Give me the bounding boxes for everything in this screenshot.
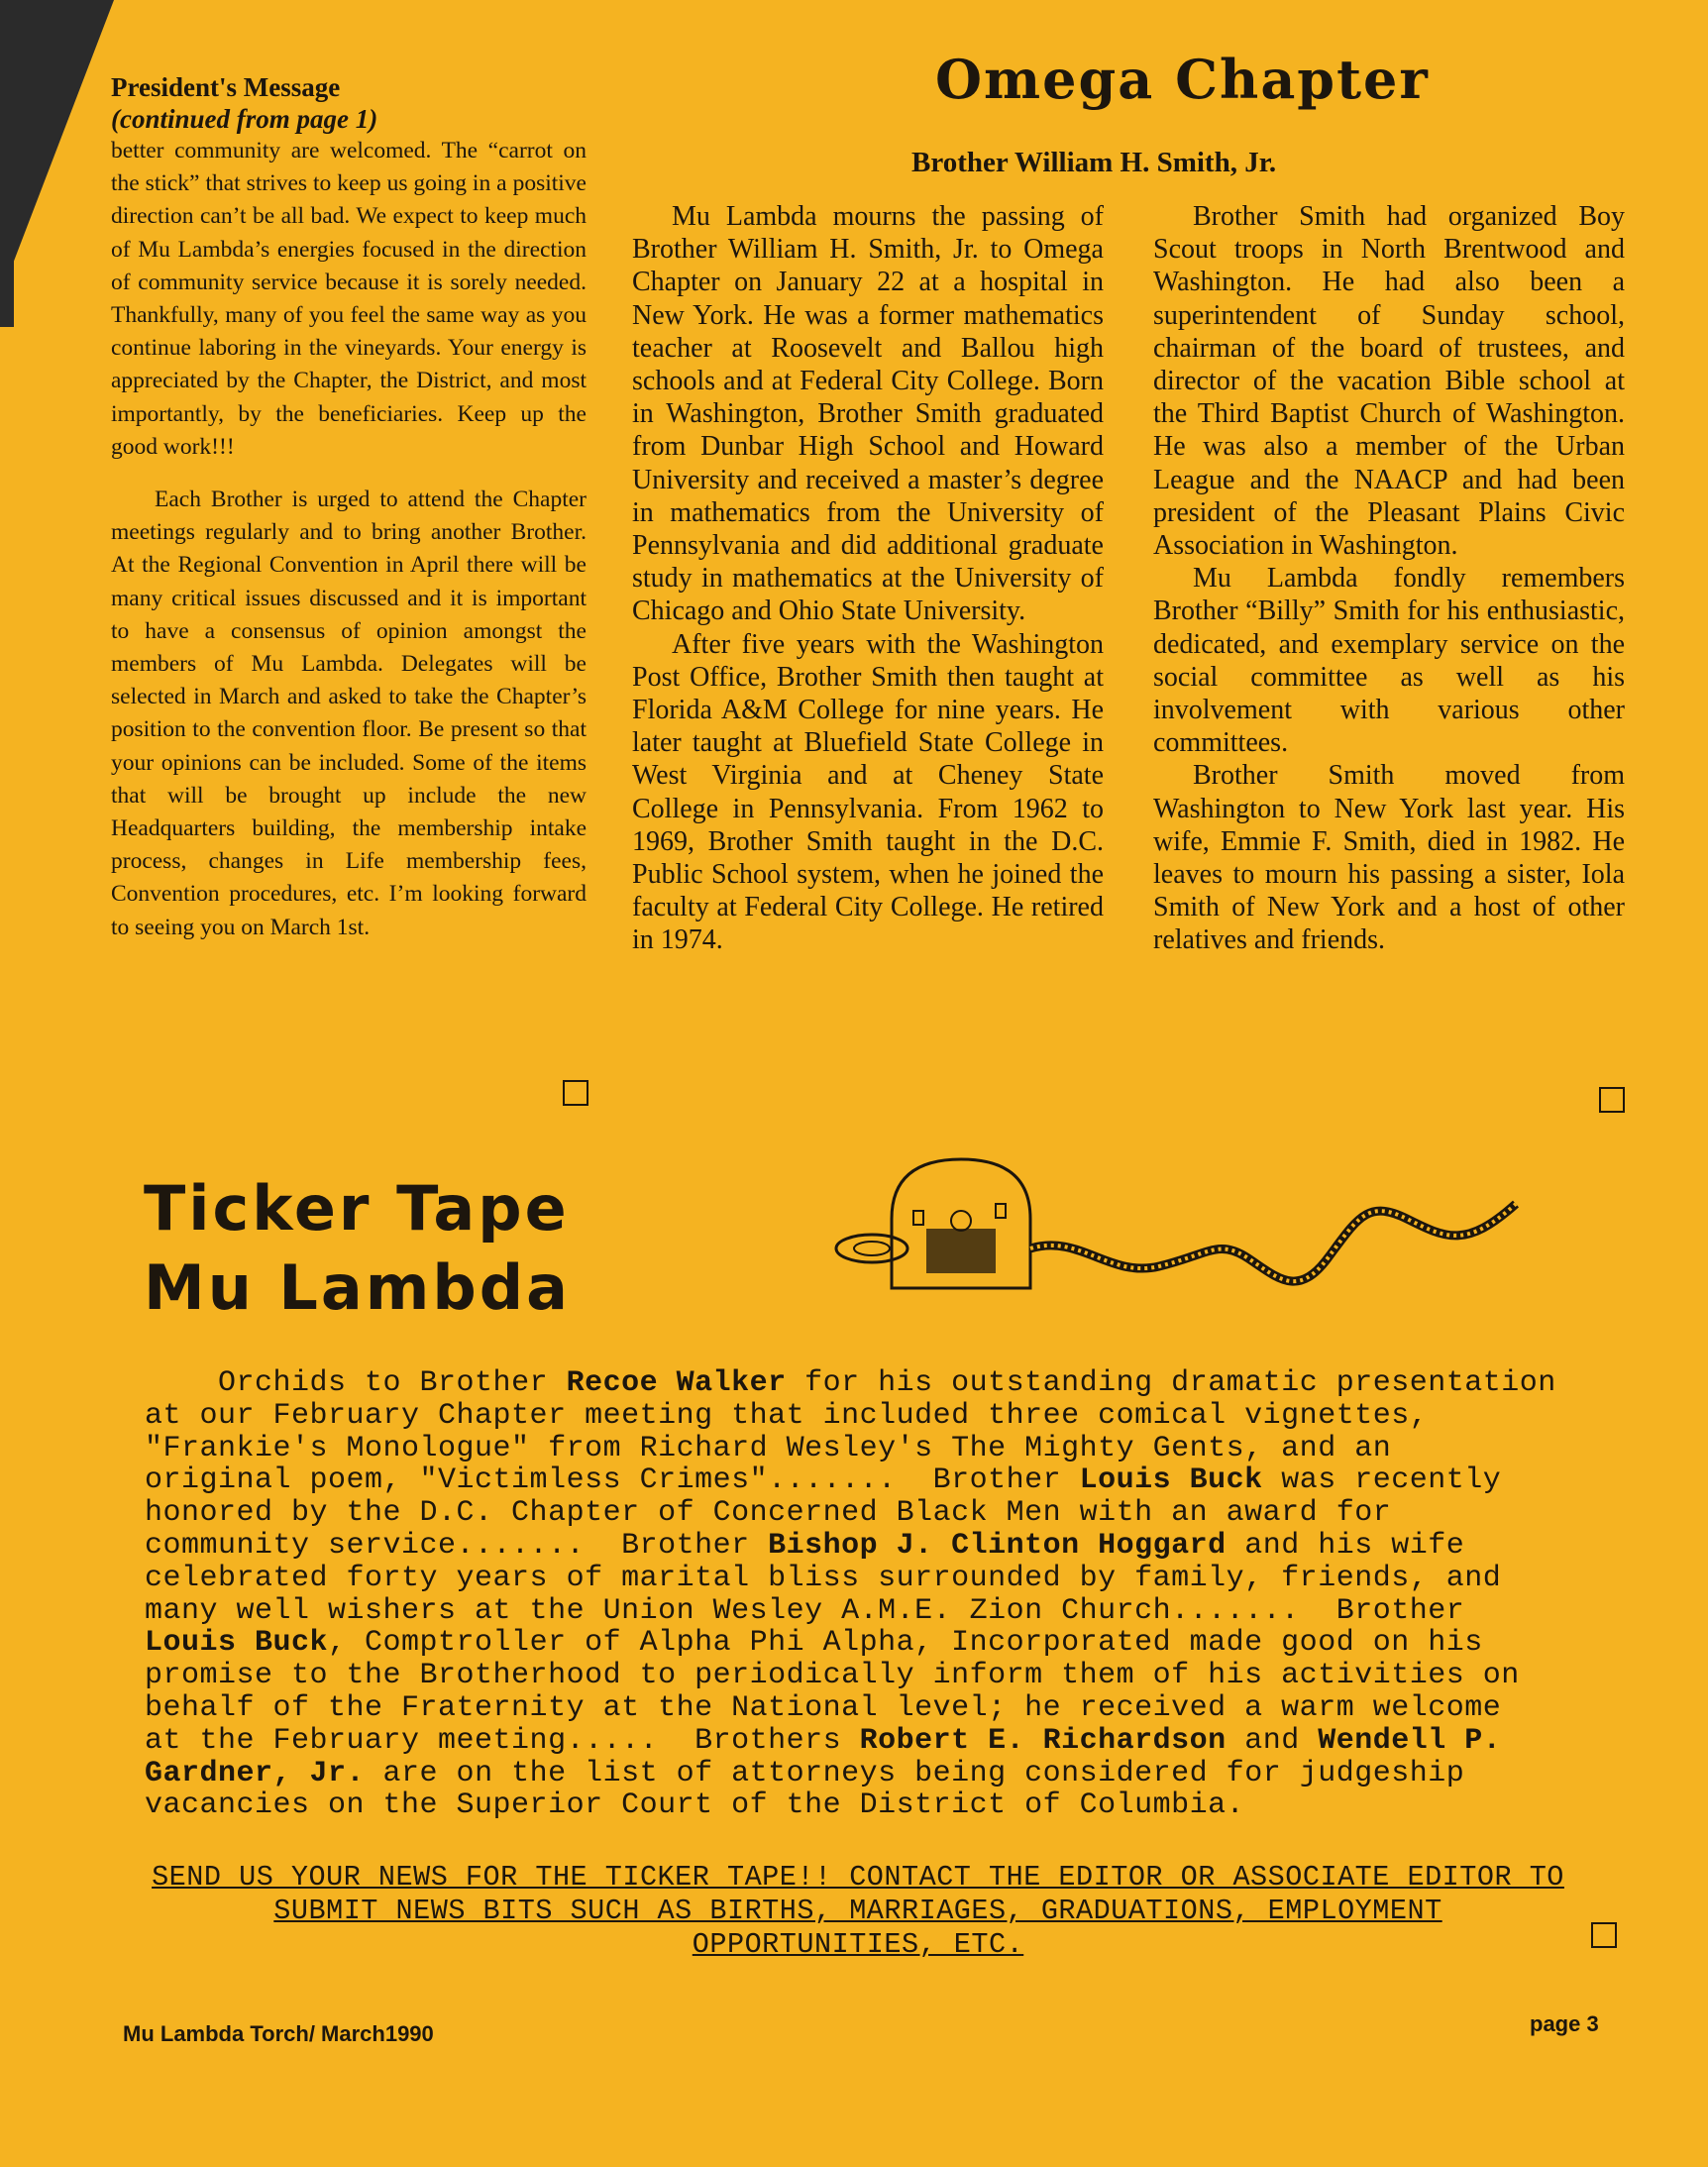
brother-name: Wendell P. Gardner, Jr. xyxy=(145,1723,1502,1790)
end-mark-icon xyxy=(1591,1922,1617,1948)
news-text: are on the list of attorneys being considered for judgeship vacancies on the Superior Court of the District of Columbia. xyxy=(145,1756,1465,1823)
presidents-message-paragraph-1: better community are welcomed. The “carrot on the stick” that strives to keep us going in a positive direction can’t be all bad. We expect to keep much of Mu Lambda’s energies focused in the direction of community service because it is sorely needed. Thankfully, many of you feel the same way as you continue laboring in the vineyards. Your energy is appreciated by the Chapter, the District, and most importantly, by the beneficiaries. Keep up the good work!!! xyxy=(111,138,587,460)
omega-column-1 xyxy=(632,200,1104,957)
end-mark-icon xyxy=(563,1080,588,1106)
ticker-title-line-1: Ticker Tape xyxy=(144,1172,570,1245)
brother-name: Louis Buck xyxy=(1079,1463,1263,1498)
news-text: was recently honored by the D.C. Chapter of Concerned Black Men with an award for community service....... Brother xyxy=(145,1463,1502,1563)
omega-paragraph: After five years with the Washington Post Office, Brother Smith then taught at Florida A&M College for nine years. He later taught at Bluefield State College in West Virginia and at Cheney State College in Pennsylvania. From 1962 to 1969, Brother Smith taught in the D.C. Public School system, when he joined the faculty at Federal City College. He retired in 1974. xyxy=(632,628,1104,956)
submit-news-notice: SEND US YOUR NEWS FOR THE TICKER TAPE!! CONTACT THE EDITOR OR ASSOCIATE EDITOR TO SUBMIT NEWS BITS SUCH AS BIRTHS, MARRIAGES, GRADUATIONS, EMPLOYMENT OPPORTUNITIES, ETC. xyxy=(152,1861,1564,1961)
news-text: and his wife celebrated forty years of marital bliss surrounded by family, friends, and many well wishers at the Union Wesley A.M.E. Zion Church....... Brother xyxy=(145,1528,1502,1628)
ticker-tape-news xyxy=(145,1367,1660,1822)
news-text: for his outstanding dramatic presentation at our February Chapter meeting that included three comical vignettes, "Frankie's Monologue" from Richard Wesley's The Mighty Gents, and an original poem, "Victimless Crimes"....... Brother xyxy=(145,1366,1556,1498)
end-mark-icon xyxy=(1599,1087,1625,1113)
omega-paragraph: Mu Lambda mourns the passing of Brother William H. Smith, Jr. to Omega Chapter on January 22 at a hospital in New York. He was a former mathematics teacher at Roosevelt and Ballou high schools and at Federal City College. Born in Washington, Brother Smith graduated from Dunbar High School and Howard University and received a master’s degree in mathematics from the University of Pennsylvania and did additional graduate study in mathematics at the University of Chicago and Ohio State University. xyxy=(632,201,1104,627)
ticker-title-line-2: Mu Lambda xyxy=(144,1251,571,1324)
news-text: Orchids to Brother xyxy=(145,1366,567,1400)
omega-chapter-subtitle: Brother William H. Smith, Jr. xyxy=(911,147,1277,178)
footer-publication: Mu Lambda Torch/ March1990 xyxy=(123,2021,434,2046)
brother-name: Bishop J. Clinton Hoggard xyxy=(768,1528,1227,1563)
omega-column-2 xyxy=(1153,200,1625,957)
omega-paragraph: Mu Lambda fondly remembers Brother “Billy” Smith for his enthusiastic, dedicated, and exemplary service on the social committee as well as his involvement with various other committees. xyxy=(1153,563,1625,759)
news-text: and xyxy=(1226,1723,1319,1758)
ticker-tape-title xyxy=(144,1169,659,1328)
brother-name: Recoe Walker xyxy=(566,1366,787,1400)
omega-paragraph: Brother Smith moved from Washington to New York last year. His wife, Emmie F. Smith, died in 1982. He leaves to mourn his passing a sister, Iola Smith of New York and a host of other relatives and friends. xyxy=(1153,760,1625,956)
brother-name: Robert E. Richardson xyxy=(859,1723,1227,1758)
presidents-message xyxy=(111,71,587,944)
presidents-message-paragraph-2: Each Brother is urged to attend the Chapter meetings regularly and to bring another Brother. At the Regional Convention in April there will be many critical issues discussed and it is important to have a consensus of opinion amongst the members of Mu Lambda. Delegates will be selected in March and asked to take the Chapter’s position to the convention floor. Be present so that your opinions can be included. Some of the items that will be brought up include the new Headquarters building, the membership intake process, changes in Life membership fees, Convention procedures, etc. I’m looking forward to seeing you on March 1st. xyxy=(111,487,587,940)
scan-edge-shadow xyxy=(0,0,114,297)
omega-paragraph: Brother Smith had organized Boy Scout troops in North Brentwood and Washington. He had also been a superintendent of Sunday school, chairman of the board of trustees, and director of the vacation Bible school at the Third Baptist Church of Washington. He was also a member of the Urban League and the NAACP and had been president of the Pleasant Plains Civic Association in Washington. xyxy=(1153,201,1625,562)
brother-name: Louis Buck xyxy=(145,1626,329,1661)
scan-edge-strip xyxy=(0,0,14,327)
presidents-message-heading: President's Message xyxy=(111,72,341,102)
omega-chapter-title: Omega Chapter xyxy=(935,48,1430,111)
ticker-machine-icon xyxy=(832,1149,1526,1308)
news-text: , Comptroller of Alpha Phi Alpha, Incorporated made good on his promise to the Brotherhood to periodically inform them of his activities on behalf of the Fraternity at the National level; he received a warm welcome at the February meeting..... Brothers xyxy=(145,1626,1520,1758)
presidents-message-subheading: (continued from page 1) xyxy=(111,104,378,134)
footer-page-number: page 3 xyxy=(1530,2011,1599,2036)
